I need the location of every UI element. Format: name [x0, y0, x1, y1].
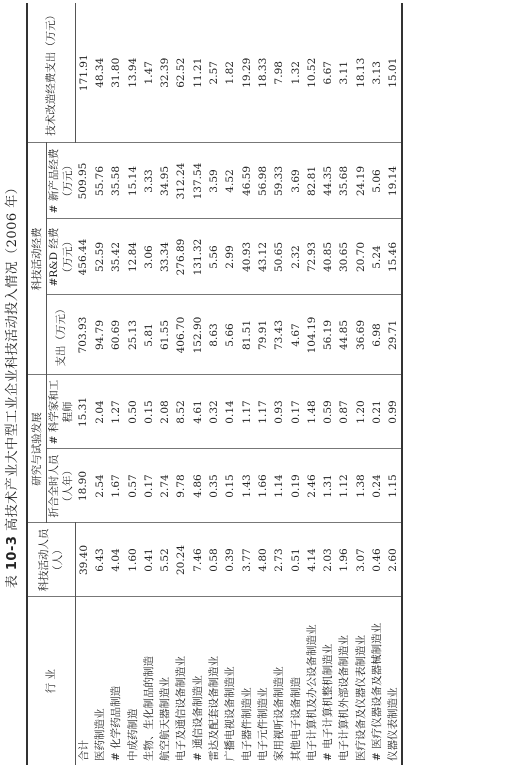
table-body — [75, 3, 402, 765]
cell-c6: 3.59 — [206, 143, 222, 219]
table-title-text: 高技术产业大中型工业企业科技活动投入情况（2006 年） — [5, 180, 20, 531]
cell-c1: 7.46 — [190, 523, 206, 597]
cell-c4: 79.91 — [255, 295, 271, 375]
cell-c6: 35.68 — [336, 143, 352, 219]
cell-c1: 0.51 — [287, 523, 303, 597]
row-industry-name: 雷达及配套设备制造业 — [208, 656, 221, 761]
cell-c7: 1.47 — [141, 3, 157, 143]
row-industry-name: 医药制造业 — [93, 708, 106, 761]
cell-c7: 7.98 — [271, 3, 287, 143]
cell-c7: 18.13 — [353, 3, 369, 143]
cell-c1: 20.24 — [173, 523, 189, 597]
cell-c5: 30.65 — [336, 219, 352, 295]
cell-c2: 2.54 — [92, 449, 108, 523]
cell-c1: 0.41 — [141, 523, 157, 597]
cell-c1: 6.43 — [92, 523, 108, 597]
cell-c7: 171.91 — [75, 3, 92, 143]
cell-c5: 12.84 — [124, 219, 140, 295]
cell-c4: 56.19 — [320, 295, 336, 375]
cell-c5: 276.89 — [173, 219, 189, 295]
cell-c3: 0.14 — [222, 375, 238, 449]
cell-c3: 0.32 — [206, 375, 222, 449]
cell-c4: 703.93 — [75, 295, 92, 375]
cell-c6: 35.58 — [108, 143, 124, 219]
table-row — [108, 3, 124, 765]
cell-c1: 4.04 — [108, 523, 124, 597]
cell-c3: 0.17 — [287, 375, 303, 449]
cell-c5: 40.85 — [320, 219, 336, 295]
cell-c4: 25.13 — [124, 295, 140, 375]
cell-c6: 56.98 — [255, 143, 271, 219]
cell-c1: 2.60 — [385, 523, 402, 597]
cell-c5: 3.06 — [141, 219, 157, 295]
cell-c6: 59.33 — [271, 143, 287, 219]
cell-c2: 0.19 — [287, 449, 303, 523]
row-industry-name: # 电子计算机整机制造业 — [322, 643, 335, 761]
cell-c6: 19.14 — [385, 143, 402, 219]
cell-c1: 5.52 — [157, 523, 173, 597]
header-personnel: 科技活动人员（人） — [27, 523, 75, 597]
header-tech-renovation: 技术改造经费支出（万元） — [27, 3, 75, 143]
cell-c4: 104.19 — [304, 295, 320, 375]
row-industry-name: 其他电子设备制造 — [289, 677, 302, 761]
row-industry-name: 广播电视设备制造业 — [224, 666, 237, 761]
cell-c2: 0.24 — [369, 449, 385, 523]
table-row — [238, 3, 254, 765]
cell-c4: 6.98 — [369, 295, 385, 375]
header-industry: 行 业 — [27, 597, 75, 765]
cell-c1: 0.58 — [206, 523, 222, 597]
table-row-total — [75, 3, 92, 765]
row-industry-name: 生物、生化制品的制造 — [142, 656, 155, 761]
table-number: 10-3 — [5, 535, 20, 571]
cell-c3: 0.59 — [320, 375, 336, 449]
cell-c1: 2.03 — [320, 523, 336, 597]
row-industry-name: # 化学药品制造 — [110, 685, 123, 761]
cell-c2: 0.35 — [206, 449, 222, 523]
cell-c2: 9.78 — [173, 449, 189, 523]
cell-c7: 62.52 — [173, 3, 189, 143]
row-industry-name: 医疗设备及仪器仪表制造业 — [354, 635, 367, 761]
cell-c6: 34.95 — [157, 143, 173, 219]
cell-c6: 312.24 — [173, 143, 189, 219]
cell-c7: 2.57 — [206, 3, 222, 143]
cell-c6: 55.76 — [92, 143, 108, 219]
cell-c6: 509.95 — [75, 143, 92, 219]
table-title-prefix: 表 — [5, 574, 20, 589]
row-industry-name: 电子器件制造业 — [240, 687, 253, 761]
cell-c2: 2.74 — [157, 449, 173, 523]
cell-c3: 15.31 — [75, 375, 92, 449]
row-industry-name: 电子及通信设备制造业 — [175, 656, 188, 761]
header-rd-group: 研究与试验发展 — [27, 375, 47, 523]
cell-c2: 0.15 — [222, 449, 238, 523]
row-industry-name: 合计 — [77, 740, 90, 761]
row-industry-name: 电子元件制造业 — [256, 687, 269, 761]
cell-c6: 44.35 — [320, 143, 336, 219]
cell-c3: 0.21 — [369, 375, 385, 449]
cell-c2: 0.17 — [141, 449, 157, 523]
row-industry-name: 家用视听设备制造业 — [273, 666, 286, 761]
cell-c3: 0.99 — [385, 375, 402, 449]
cell-c4: 73.43 — [271, 295, 287, 375]
cell-c7: 19.29 — [238, 3, 254, 143]
cell-c2: 1.67 — [108, 449, 124, 523]
cell-c7: 31.80 — [108, 3, 124, 143]
table-row — [369, 3, 385, 765]
cell-c2: 1.31 — [320, 449, 336, 523]
cell-c6: 82.81 — [304, 143, 320, 219]
cell-c4: 60.69 — [108, 295, 124, 375]
cell-c2: 1.15 — [385, 449, 402, 523]
cell-c4: 29.71 — [385, 295, 402, 375]
table-row — [271, 3, 287, 765]
cell-c4: 5.66 — [222, 295, 238, 375]
cell-c2: 1.38 — [353, 449, 369, 523]
cell-c7: 18.33 — [255, 3, 271, 143]
header-funds-group: 科技活动经费 — [27, 143, 47, 375]
row-industry-name: 仪器仪表制造业 — [387, 687, 400, 761]
table-row — [222, 3, 238, 765]
cell-c4: 36.69 — [353, 295, 369, 375]
cell-c5: 52.59 — [92, 219, 108, 295]
cell-c3: 0.15 — [141, 375, 157, 449]
cell-c7: 3.13 — [369, 3, 385, 143]
row-industry-name: 航空航天器制造业 — [159, 677, 172, 761]
cell-c3: 1.48 — [304, 375, 320, 449]
cell-c5: 15.46 — [385, 219, 402, 295]
table-row — [141, 3, 157, 765]
cell-c2: 2.46 — [304, 449, 320, 523]
cell-c2: 1.43 — [238, 449, 254, 523]
header-scientists: # 科学家和工程师 — [47, 375, 76, 449]
row-industry-name: 电子计算机及办公设备制造业 — [305, 624, 318, 761]
cell-c6: 137.54 — [190, 143, 206, 219]
cell-c5: 43.12 — [255, 219, 271, 295]
table-row — [206, 3, 222, 765]
cell-c5: 2.99 — [222, 219, 238, 295]
cell-c5: 5.24 — [369, 219, 385, 295]
table-row — [124, 3, 140, 765]
cell-c5: 50.65 — [271, 219, 287, 295]
cell-c5: 33.34 — [157, 219, 173, 295]
cell-c7: 10.52 — [304, 3, 320, 143]
table-row — [92, 3, 108, 765]
row-industry-name: # 医疗仪器设备及器械制造业 — [370, 622, 383, 761]
cell-c3: 2.04 — [92, 375, 108, 449]
cell-c1: 1.60 — [124, 523, 140, 597]
cell-c1: 2.73 — [271, 523, 287, 597]
cell-c3: 1.17 — [255, 375, 271, 449]
cell-c3: 8.52 — [173, 375, 189, 449]
cell-c4: 406.70 — [173, 295, 189, 375]
cell-c4: 4.67 — [287, 295, 303, 375]
cell-c3: 4.61 — [190, 375, 206, 449]
cell-c7: 3.11 — [336, 3, 352, 143]
cell-c7: 1.32 — [287, 3, 303, 143]
cell-c2: 1.66 — [255, 449, 271, 523]
cell-c5: 2.32 — [287, 219, 303, 295]
table-row — [336, 3, 352, 765]
cell-c4: 94.79 — [92, 295, 108, 375]
cell-c2: 1.14 — [271, 449, 287, 523]
cell-c2: 1.12 — [336, 449, 352, 523]
row-industry-name: 中成药制造 — [126, 708, 139, 761]
table-row — [304, 3, 320, 765]
cell-c7: 11.21 — [190, 3, 206, 143]
table-row — [157, 3, 173, 765]
cell-c6: 4.52 — [222, 143, 238, 219]
cell-c4: 8.63 — [206, 295, 222, 375]
cell-c4: 152.90 — [190, 295, 206, 375]
header-expenditure: 支出（万元） — [47, 295, 76, 375]
cell-c5: 131.32 — [190, 219, 206, 295]
table-row — [173, 3, 189, 765]
cell-c5: 35.42 — [108, 219, 124, 295]
cell-c6: 15.14 — [124, 143, 140, 219]
cell-c6: 24.19 — [353, 143, 369, 219]
cell-c4: 44.85 — [336, 295, 352, 375]
table-row — [287, 3, 303, 765]
table-row — [353, 3, 369, 765]
cell-c3: 0.50 — [124, 375, 140, 449]
cell-c3: 1.27 — [108, 375, 124, 449]
cell-c3: 2.08 — [157, 375, 173, 449]
cell-c4: 5.81 — [141, 295, 157, 375]
header-new-product: # 新产品经费（万元） — [47, 143, 76, 219]
cell-c1: 3.07 — [353, 523, 369, 597]
cell-c2: 18.90 — [75, 449, 92, 523]
cell-c2: 4.86 — [190, 449, 206, 523]
cell-c6: 3.33 — [141, 143, 157, 219]
cell-c7: 32.39 — [157, 3, 173, 143]
header-rd-fte: 折合全时人员（人年） — [47, 449, 76, 523]
cell-c6: 46.59 — [238, 143, 254, 219]
cell-c7: 48.34 — [92, 3, 108, 143]
cell-c3: 0.87 — [336, 375, 352, 449]
cell-c5: 40.93 — [238, 219, 254, 295]
cell-c6: 5.06 — [369, 143, 385, 219]
cell-c2: 0.57 — [124, 449, 140, 523]
cell-c5: 72.93 — [304, 219, 320, 295]
cell-c6: 3.69 — [287, 143, 303, 219]
table-title — [2, 0, 24, 769]
cell-c1: 0.39 — [222, 523, 238, 597]
table-row — [255, 3, 271, 765]
cell-c4: 61.55 — [157, 295, 173, 375]
cell-c1: 1.96 — [336, 523, 352, 597]
cell-c3: 1.17 — [238, 375, 254, 449]
row-industry-name: # 通信设备制造业 — [191, 675, 204, 761]
header-rd-funds: #R&D 经费（万元） — [47, 219, 76, 295]
cell-c7: 13.94 — [124, 3, 140, 143]
table-row — [190, 3, 206, 765]
cell-c4: 81.51 — [238, 295, 254, 375]
cell-c1: 0.46 — [369, 523, 385, 597]
cell-c3: 1.20 — [353, 375, 369, 449]
cell-c7: 15.01 — [385, 3, 402, 143]
cell-c7: 6.67 — [320, 3, 336, 143]
cell-c1: 39.40 — [75, 523, 92, 597]
cell-c1: 4.80 — [255, 523, 271, 597]
cell-c5: 5.56 — [206, 219, 222, 295]
cell-c5: 456.44 — [75, 219, 92, 295]
cell-c1: 4.14 — [304, 523, 320, 597]
cell-c5: 20.70 — [353, 219, 369, 295]
cell-c3: 0.93 — [271, 375, 287, 449]
row-industry-name: 电子计算机外部设备制造业 — [338, 635, 351, 761]
data-table — [26, 3, 403, 765]
table-row — [385, 3, 402, 765]
cell-c7: 1.82 — [222, 3, 238, 143]
cell-c1: 3.77 — [238, 523, 254, 597]
table-row — [320, 3, 336, 765]
